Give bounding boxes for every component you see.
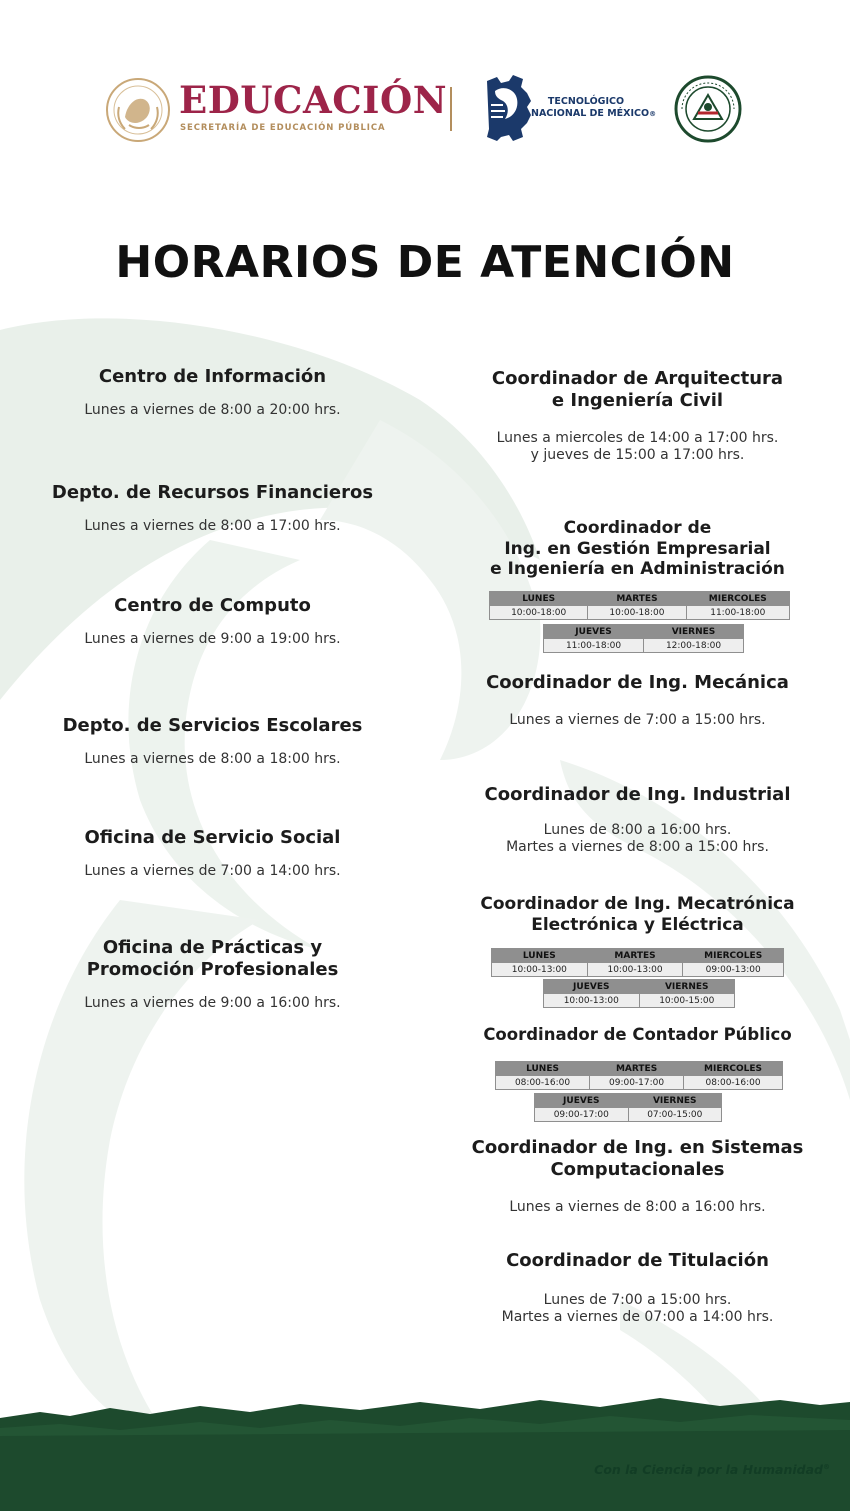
- section-title: Depto. de Recursos Financieros: [51, 482, 374, 503]
- edu-subtitle: SECRETARÍA DE EDUCACIÓN PÚBLICA: [180, 123, 386, 133]
- section-title: Coordinador de Ing. Industrial: [484, 784, 791, 805]
- section-hours: Lunes a viernes de 9:00 a 19:00 hrs.: [84, 631, 341, 647]
- footer-slogan-text: Con la Ciencia por la Humanidad: [594, 1462, 823, 1477]
- schedule-hours-row: [535, 1108, 722, 1122]
- schedule-hours: 11:00-18:00: [544, 639, 644, 653]
- section-title: Coordinador de Titulación: [506, 1250, 769, 1271]
- page-title: HORARIOS DE ATENCIÓN: [115, 237, 735, 288]
- schedule-hours: 09:00-13:00: [683, 963, 784, 977]
- schedule-hours-row: [496, 1076, 783, 1090]
- section-hours: Lunes a viernes de 8:00 a 18:00 hrs.: [84, 751, 341, 767]
- schedule-hours-row: [490, 606, 790, 620]
- section-title: Oficina de Servicio Social: [84, 827, 341, 848]
- logo-divider: [450, 87, 452, 131]
- schedule-days-row: [544, 980, 735, 994]
- itnl-seal-logo: [674, 75, 742, 143]
- section-hours: Lunes de 7:00 a 15:00 hrs. Martes a viernes de 07:00 a 14:00 hrs.: [501, 1292, 774, 1325]
- schedule-hours: 12:00-18:00: [644, 639, 744, 653]
- schedule-day: VIERNES: [644, 625, 744, 639]
- section-title: Centro de Información: [98, 366, 327, 387]
- section-recursos-financieros: [50, 482, 375, 535]
- tecnm-line-2: [531, 108, 657, 120]
- mexican-coat-of-arms-icon: [105, 77, 171, 143]
- section-coord-contador: [470, 1024, 805, 1046]
- schedule-hours: 10:00-15:00: [639, 994, 735, 1008]
- schedule-mecatronica-top: [491, 948, 784, 977]
- section-coord-gestion: [470, 518, 805, 580]
- schedule-hours: 11:00-18:00: [686, 606, 789, 620]
- section-title: Coordinador de Ing. en Sistemas Computacionales: [471, 1137, 804, 1180]
- schedule-hours: 09:00-17:00: [535, 1108, 629, 1122]
- schedule-gestion-bottom: [543, 624, 744, 653]
- section-coord-sistemas: [470, 1137, 805, 1216]
- schedule-day: VIERNES: [628, 1094, 722, 1108]
- section-hours: Lunes de 8:00 a 16:00 hrs. Martes a viernes de 8:00 a 15:00 hrs.: [506, 822, 769, 855]
- section-title: Coordinador de Arquitectura e Ingeniería Civil: [491, 368, 784, 411]
- header-logos: [0, 0, 850, 180]
- schedule-gestion-top: [489, 591, 790, 620]
- schedule-day: MIERCOLES: [686, 592, 789, 606]
- schedule-hours: 10:00-13:00: [587, 963, 683, 977]
- schedule-day: VIERNES: [639, 980, 735, 994]
- section-servicios-escolares: [50, 715, 375, 768]
- edu-title: EDUCACIÓN: [179, 78, 448, 122]
- schedule-hours-row: [492, 963, 784, 977]
- footer-slogan: [560, 1462, 830, 1477]
- section-hours: Lunes a viernes de 8:00 a 16:00 hrs.: [509, 1199, 766, 1215]
- schedule-days-row: [544, 625, 744, 639]
- schedule-days-row: [490, 592, 790, 606]
- schedule-hours: 08:00-16:00: [684, 1076, 783, 1090]
- tecnm-gear-logo: [483, 75, 531, 141]
- section-hours: Lunes a viernes de 9:00 a 16:00 hrs.: [84, 995, 341, 1011]
- schedule-hours-row: [544, 994, 735, 1008]
- section-hours: Lunes a miercoles de 14:00 a 17:00 hrs. y jueves de 15:00 a 17:00 hrs.: [496, 430, 779, 463]
- schedule-day: MARTES: [590, 1062, 684, 1076]
- footer-green-band: [0, 1398, 850, 1511]
- section-centro-informacion: [50, 366, 375, 419]
- schedule-day: MIERCOLES: [684, 1062, 783, 1076]
- schedule-contador-top: [495, 1061, 783, 1090]
- schedule-days-row: [492, 949, 784, 963]
- schedule-hours: 09:00-17:00: [590, 1076, 684, 1090]
- section-hours: Lunes a viernes de 7:00 a 15:00 hrs.: [509, 712, 766, 728]
- schedule-day: MARTES: [587, 949, 683, 963]
- schedule-contador-bottom: [534, 1093, 722, 1122]
- schedule-day: JUEVES: [544, 980, 640, 994]
- schedule-hours: 10:00-18:00: [490, 606, 588, 620]
- section-coord-mecanica: [470, 672, 805, 729]
- schedule-day: JUEVES: [544, 625, 644, 639]
- footer-registered-mark: ®: [823, 1462, 830, 1471]
- schedule-days-row: [496, 1062, 783, 1076]
- section-hours: Lunes a viernes de 8:00 a 20:00 hrs.: [84, 402, 341, 418]
- schedule-day: LUNES: [496, 1062, 590, 1076]
- section-title: Centro de Computo: [114, 595, 311, 616]
- registered-mark: ®: [649, 110, 657, 118]
- schedule-hours: 08:00-16:00: [496, 1076, 590, 1090]
- section-title: Coordinador de Contador Público: [483, 1025, 792, 1044]
- schedule-day: LUNES: [490, 592, 588, 606]
- section-servicio-social: [50, 827, 375, 880]
- section-coord-industrial: [470, 784, 805, 856]
- schedule-day: MIERCOLES: [683, 949, 784, 963]
- schedule-hours: 07:00-15:00: [628, 1108, 722, 1122]
- schedule-mecatronica-bottom: [543, 979, 735, 1008]
- schedule-day: MARTES: [588, 592, 686, 606]
- tecnm-name: [531, 96, 657, 120]
- schedule-hours-row: [544, 639, 744, 653]
- section-hours: Lunes a viernes de 8:00 a 17:00 hrs.: [84, 518, 341, 534]
- section-title: Coordinador de Ing. Mecánica: [486, 672, 789, 693]
- section-title: Depto. de Servicios Escolares: [62, 715, 363, 736]
- section-coord-mecatronica: [470, 894, 805, 936]
- section-practicas-profesionales: [50, 937, 375, 1012]
- schedule-day: JUEVES: [535, 1094, 629, 1108]
- section-title: Coordinador de Ing. en Gestión Empresarial e Ingeniería en Administración: [490, 518, 785, 579]
- section-coord-arquitectura: [470, 368, 805, 464]
- section-hours: Lunes a viernes de 7:00 a 14:00 hrs.: [84, 863, 341, 879]
- schedule-days-row: [535, 1094, 722, 1108]
- tecnm-line-2-text: NACIONAL DE MÉXICO: [531, 108, 650, 119]
- schedule-hours: 10:00-13:00: [544, 994, 640, 1008]
- schedule-hours: 10:00-18:00: [588, 606, 686, 620]
- section-coord-titulacion: [470, 1250, 805, 1326]
- schedule-hours: 10:00-13:00: [492, 963, 588, 977]
- schedule-day: LUNES: [492, 949, 588, 963]
- section-title: Coordinador de Ing. Mecatrónica Electrónica y Eléctrica: [480, 894, 795, 935]
- section-title: Oficina de Prácticas y Promoción Profesionales: [86, 937, 339, 980]
- section-centro-computo: [50, 595, 375, 648]
- tecnm-line-1: TECNOLÓGICO: [547, 96, 625, 107]
